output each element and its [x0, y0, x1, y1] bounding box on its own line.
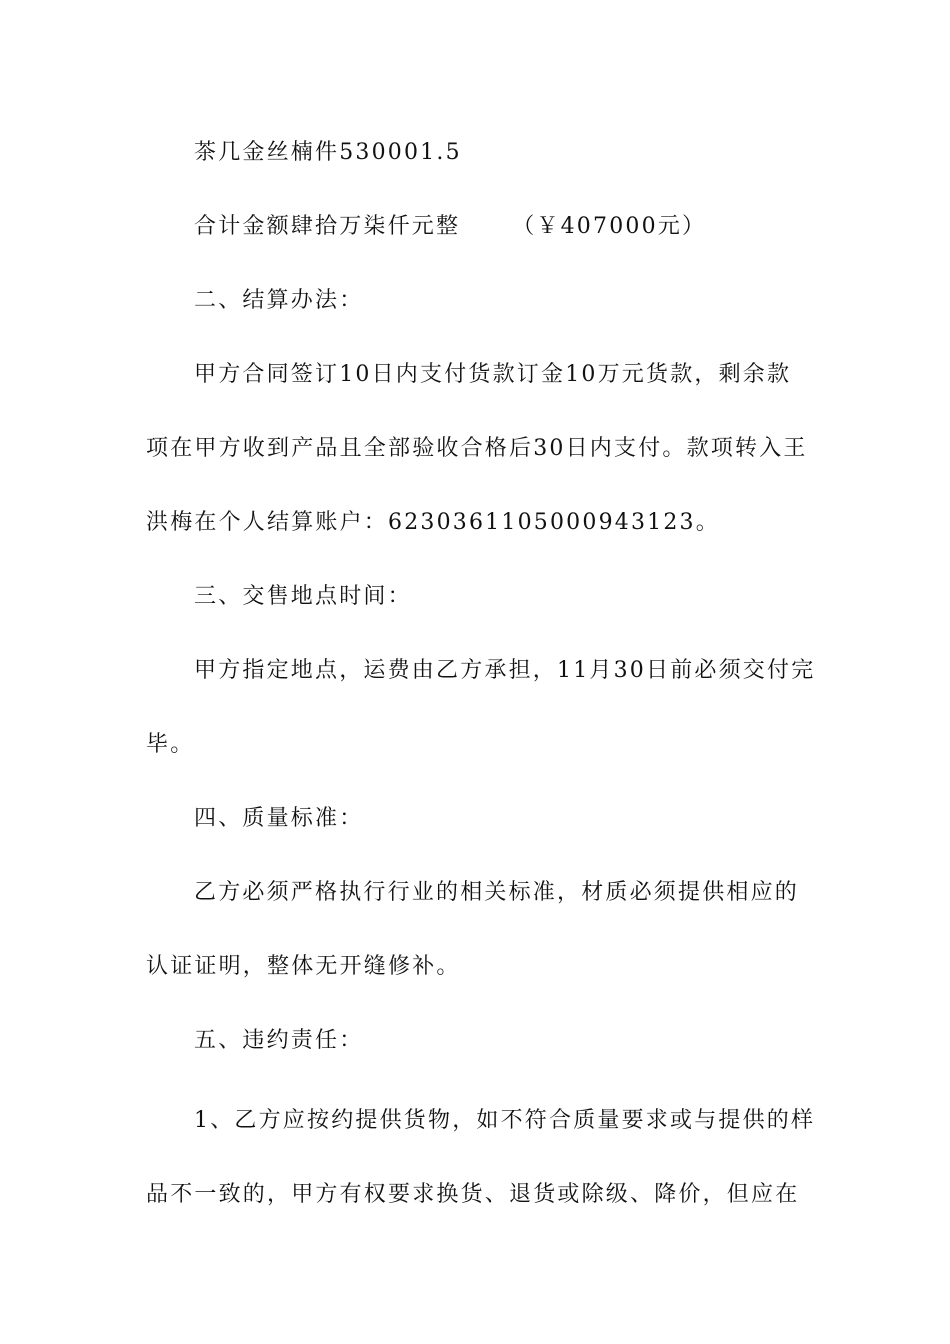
- section-heading-settlement: [0, 286, 950, 316]
- paragraph-line: [0, 878, 950, 908]
- paragraph-text: 甲方合同签订10日内支付货款订金10万元货款，剩余款: [194, 362, 792, 387]
- total-amount-line: [0, 212, 950, 242]
- heading-text: 五、违约责任：: [194, 1028, 364, 1053]
- item-line-tea-table: [0, 138, 950, 168]
- heading-text: 四、质量标准：: [194, 806, 364, 831]
- paragraph-line: [0, 434, 950, 464]
- paragraph-text: 毕。: [146, 732, 195, 757]
- heading-text: 三、交售地点时间：: [194, 584, 412, 609]
- heading-text: 二、结算办法：: [194, 288, 364, 313]
- paragraph-line: [0, 1180, 950, 1210]
- paragraph-line: [0, 656, 950, 686]
- paragraph-text: 1、乙方应按约提供货物，如不符合质量要求或与提供的样: [194, 1108, 816, 1133]
- paragraph-text: 甲方指定地点，运费由乙方承担，11月30日前必须交付完: [194, 658, 816, 683]
- paragraph-line: [0, 730, 950, 760]
- section-heading-quality: [0, 804, 950, 834]
- section-heading-liability: [0, 1026, 950, 1056]
- paragraph-line: [0, 360, 950, 390]
- paragraph-line: [0, 1106, 950, 1136]
- paragraph-text: 项在甲方收到产品且全部验收合格后30日内支付。款项转入王: [146, 436, 808, 461]
- paragraph-text: 品不一致的，甲方有权要求换货、退货或除级、降价，但应在: [146, 1182, 800, 1207]
- paragraph-text: 认证证明，整体无开缝修补。: [146, 954, 461, 979]
- paragraph-line: [0, 508, 950, 538]
- paragraph-line: [0, 952, 950, 982]
- paragraph-text: 乙方必须严格执行行业的相关标准，材质必须提供相应的: [194, 880, 800, 905]
- total-amount-figure: （￥407000元）: [512, 214, 707, 239]
- paragraph-text: 洪梅在个人结算账户：6230361105000943123。: [146, 510, 720, 535]
- section-heading-delivery: [0, 582, 950, 612]
- total-amount-text: 合计金额肆拾万柒仟元整: [194, 214, 461, 239]
- item-text: 茶几金丝楠件530001.5: [194, 140, 462, 165]
